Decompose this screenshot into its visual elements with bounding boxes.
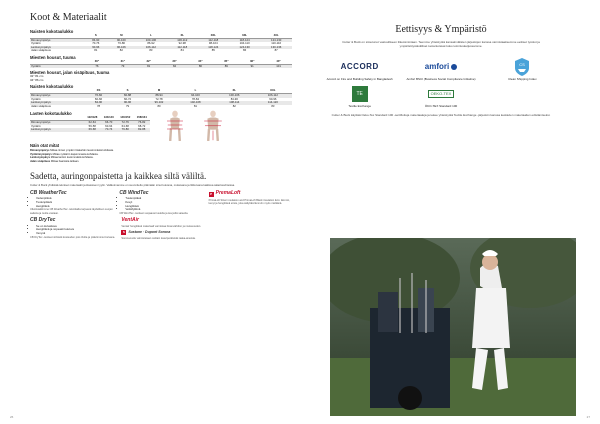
table-cell: 94-100 — [176, 93, 215, 97]
primaloft-icon: P — [210, 191, 213, 196]
golfer-photo-image — [330, 238, 576, 416]
logo-amfori: amfori Amfori BSCI (Business Social Compliance Initiative) — [406, 61, 476, 81]
tech-weathertec: CB WeatherTec • Vedenpitävä • Tuulenpitävä • Hengittävä Ulkoilutakkimme CB WeatherTec -tekniikalla tarjoavat täydellisen suojan sadetta ja tuulta vastaan. — [30, 192, 113, 215]
col-header: 134/140 — [101, 116, 118, 120]
men-leg-heading: Miesten housut, jalan sisäpituus, tuuma — [30, 70, 110, 76]
svg-text:CS: CS — [519, 61, 526, 67]
table-cell: 130-136 — [260, 46, 292, 50]
tech-row-1 — [30, 189, 292, 215]
women2-heading: Naisten kokotaulukko — [30, 84, 74, 90]
certification-logos — [322, 57, 560, 108]
table-cell: 114-120 — [254, 101, 292, 105]
table-cell: 84-90 — [84, 101, 113, 105]
table-cell: Vyötärö — [31, 96, 41, 101]
note-item: Jalan sisäpituus Mittaa haaroista lattiaan. — [30, 159, 80, 163]
table-cell: 79 — [110, 64, 136, 68]
women-sizes-heading: Naisten kokotaulukko — [30, 29, 74, 34]
logo-textile-exchange: TE Textile Exchange — [322, 84, 397, 108]
table-cell: 82-88 — [113, 93, 142, 97]
table-cell: 79 — [125, 103, 130, 108]
table-cell: 83 — [149, 48, 153, 53]
golfer-photo — [330, 238, 576, 416]
table-cell: 92-98 — [178, 41, 186, 46]
table-cell: 78 — [96, 103, 101, 108]
col-header: 34" — [188, 60, 214, 64]
page-title: Koot & Materiaalit — [30, 12, 107, 23]
table-cell: 70-74 — [101, 128, 118, 132]
table-cell: 106-112 — [135, 46, 167, 50]
male-figure-icon — [196, 109, 230, 141]
table-cell: 76-82 — [134, 120, 151, 124]
col-header: M — [108, 34, 136, 38]
leg-line: 34" 86 cm — [30, 77, 44, 82]
col-header: 33" — [162, 60, 188, 64]
table-cell: 88-94 — [142, 93, 176, 97]
table-cell: Lantionympärys — [30, 128, 84, 132]
table-cell: 82 — [232, 103, 236, 108]
col-header: XXL — [198, 34, 229, 38]
table-cell: 81 — [94, 48, 98, 53]
table-row — [30, 105, 292, 109]
table-cell: 101 — [265, 64, 292, 68]
measure-notes — [30, 144, 292, 163]
table-cell: 84 — [180, 48, 184, 53]
logo-accord: ACCORD Accord on Fire and Building Safety in Bangladesh — [326, 61, 393, 81]
table-cell: 106-112 — [167, 38, 198, 42]
table-cell: 86-92 — [147, 41, 155, 46]
col-header: 30" — [84, 60, 110, 64]
table-cell: 112-118 — [167, 46, 198, 50]
table-cell: 62-64 — [84, 120, 101, 124]
note-item: Vyötärönympärys Mittaa vyötärön kapeimmasta kohdasta. — [30, 152, 99, 156]
table-cell: 84-90 — [84, 38, 108, 42]
table-cell: 124-130 — [260, 38, 292, 42]
table-cell: 106-112 — [254, 93, 292, 97]
table-cell: 87 — [274, 48, 278, 53]
table-cell: 56-58 — [88, 123, 96, 128]
col-header: 32" — [136, 60, 162, 64]
table-cell: Lantionympärys — [30, 101, 84, 105]
col-header: 3XL — [229, 34, 261, 38]
logo-oeko-tex: OEKO-TEX ÖKO-TEX Standard 100 — [424, 90, 458, 108]
table-cell: 64-68 — [121, 123, 129, 128]
table-cell: 60-66 — [94, 96, 103, 101]
page-number: 26 — [10, 415, 14, 419]
junior-row — [30, 109, 292, 141]
rain-title: Sadetta, auringonpaistetta ja kaikkea siltä väliltä. — [30, 171, 207, 182]
body-figures — [158, 109, 230, 141]
tech-windtec: CB WindTec • Tuulenpitävä • Kevyt • Hengittävä • Vettähylkivä CB WindTec -tuotteet suojaavat tuulelta ja kevyeltä sateelta. — [119, 192, 202, 215]
table-cell: 72-78 — [155, 96, 163, 101]
table-cell: 81 — [136, 64, 162, 68]
junior-heading: Lasten kokotaulukko — [30, 111, 72, 117]
notes-heading: Näin otat mitat — [30, 143, 60, 149]
men-trousers-table — [30, 60, 292, 68]
table-cell: 66-70 — [101, 120, 118, 124]
table-cell: 118-124 — [198, 46, 229, 50]
page-number: 27 — [586, 415, 590, 419]
table-cell: 76-82 — [84, 93, 113, 97]
ethics-title: Eettisyys & Ympäristö — [395, 24, 487, 35]
table-cell: 90-96 — [269, 96, 277, 101]
table-cell: 110-116 — [271, 41, 282, 46]
table-cell: Jalan sisäpituus — [31, 103, 51, 108]
table-cell: Lantionympärys — [30, 46, 84, 50]
table-cell: 85 — [211, 48, 215, 53]
table-cell: 98-104 — [208, 41, 218, 46]
table-cell: Vyötärö — [31, 41, 41, 46]
rain-intro: Cutter & Buck yhdistää tekniset materiaalit ja klassisen tyylin. Valikoimamme on suunniteltu pitämään sinut kuivana, mukavana ja liikkuvana kaikissa sääolosuhteissa. — [30, 183, 235, 188]
note-item: Rinnanympärys Mittaa rinnan ympäri rintakehän leveimmästä kohdasta. — [30, 148, 114, 152]
note-item: Lantionympärys Mittaa lantion leveimmästä kohdasta. — [30, 156, 94, 160]
female-figure-icon — [158, 109, 192, 141]
table-cell: 66-72 — [123, 96, 132, 101]
table-cell: 60-64 — [105, 123, 113, 128]
table-cell: 76 — [84, 64, 110, 68]
table-cell: 84-90 — [230, 96, 238, 101]
col-header: 31" — [110, 60, 136, 64]
tech-drytec: CB DryTec • Se on kuivattava • Hengittävä ja nopeasti kuivuva • Venyvä CB DryTec -tuotteet siirtävät kosteuden pois iholta ja pitävät sinut kuivana. — [30, 219, 115, 240]
table-cell: 118-124 — [229, 38, 261, 42]
table-cell: 82-88 — [134, 128, 151, 132]
table-cell: 86 — [188, 64, 214, 68]
table-cell: 96-106 — [108, 46, 136, 50]
table-cell: 81 — [193, 103, 197, 108]
table-cell: Rinnanympärys — [30, 120, 84, 124]
table-cell: 124-130 — [229, 46, 261, 50]
col-header: XXL — [254, 89, 292, 93]
table-cell: 66-68 — [84, 128, 101, 132]
col-header: 4XL — [260, 34, 292, 38]
col-header: S — [113, 89, 142, 93]
ethics-paragraph: Cutter & Buck on sitoutunut vastuulliseen liiketoimintaan. Teemme yhteistyötä kansainvälisten järjestöjen kanssa varmistaaksemme eettiset työolot ja ympäristöystävälliset tuotantotavat koko toimitusketjussamme. — [342, 40, 540, 48]
table-cell: 90-96 — [113, 101, 142, 105]
men-trousers-heading: Miesten housut, tuuma — [30, 54, 76, 60]
col-header: 40" — [265, 60, 292, 64]
table-cell: Rinnanympärys — [30, 38, 84, 42]
table-row — [30, 128, 150, 132]
col-header: 35" — [213, 60, 239, 64]
table-cell: 76-80 — [117, 128, 134, 132]
table-cell: 91 — [239, 64, 265, 68]
table-cell: 100-106 — [215, 93, 254, 97]
table-cell: 108-114 — [215, 101, 254, 105]
table-cell: 83 — [271, 103, 275, 108]
sorona-icon: S — [122, 230, 125, 235]
table-cell: 68-72 — [138, 123, 146, 128]
table-cell: Vyötärö — [30, 64, 84, 68]
ethics-paragraph-2: Cutter & Buck käyttää Oeko-Tex Standard 100 -sertifioituja materiaaleja ja tekee yhteistyötä Textile Exchange -järjestön kanssa kestävien materiaalien edistämiseksi. — [331, 112, 551, 117]
table-cell: 86 — [243, 48, 247, 53]
col-header: 36" — [239, 60, 265, 64]
table-cell: 102-108 — [176, 101, 215, 105]
table-cell: 100-106 — [135, 38, 167, 42]
table-cell: 96-102 — [142, 101, 176, 105]
table-cell: 76-86 — [117, 41, 125, 46]
table-row — [30, 49, 292, 53]
tech-ventair-sorona: VentAir Ventair hengittävä materiaali varmistaa ilmanvaihdon ja mukavuuden. S Sustane · Dupont Sorona Sorona-kuitu valmistetaan osittain kasviperäisistä raaka-aineista. — [121, 217, 202, 241]
tech-primaloft: P PremaLoft PrimaLoft Silver insulation and PrimaLoft Black insulation Eco: lämmin, kevyt ja hengittävä eriste, joka säilyttää lämmön myös märkänä. — [208, 190, 290, 206]
table-cell: 104-110 — [239, 41, 250, 46]
logo-clean-shipping: CS Clean Shipping Index — [485, 57, 560, 81]
table-cell: 82 — [119, 48, 123, 53]
col-header: 146/152 — [117, 116, 134, 120]
table-cell: 78-84 — [191, 96, 200, 101]
table-cell: 84 — [162, 64, 188, 68]
women2-table — [30, 89, 292, 108]
table-cell: Rinnanympärys — [30, 93, 84, 97]
table-cell: 90-96 — [84, 46, 108, 50]
table-cell: 72-76 — [117, 120, 134, 124]
table-cell: Vyötärö — [31, 123, 41, 128]
table-cell: 112-118 — [198, 38, 229, 42]
col-header: S — [84, 34, 108, 38]
col-header: L — [135, 34, 167, 38]
table-row — [30, 64, 292, 68]
junior-table — [30, 116, 150, 131]
table-cell: 90-100 — [108, 38, 136, 42]
col-header: M — [142, 89, 176, 93]
table-cell: 89 — [213, 64, 239, 68]
table-cell: 70-76 — [92, 41, 100, 46]
col-header: 158/164 — [134, 116, 151, 120]
women-sizes-table — [30, 34, 292, 53]
leg-line: 32" 81 cm — [30, 74, 44, 79]
col-header: XL — [167, 34, 198, 38]
tech-row-2 — [30, 219, 292, 240]
table-cell: 80 — [157, 103, 161, 108]
col-header: XL — [215, 89, 254, 93]
shield-icon — [515, 58, 529, 76]
table-cell: Jalan sisäpituus — [31, 48, 51, 53]
col-header: L — [176, 89, 215, 93]
col-header: 122/128 — [84, 116, 101, 120]
col-header: XS — [84, 89, 113, 93]
